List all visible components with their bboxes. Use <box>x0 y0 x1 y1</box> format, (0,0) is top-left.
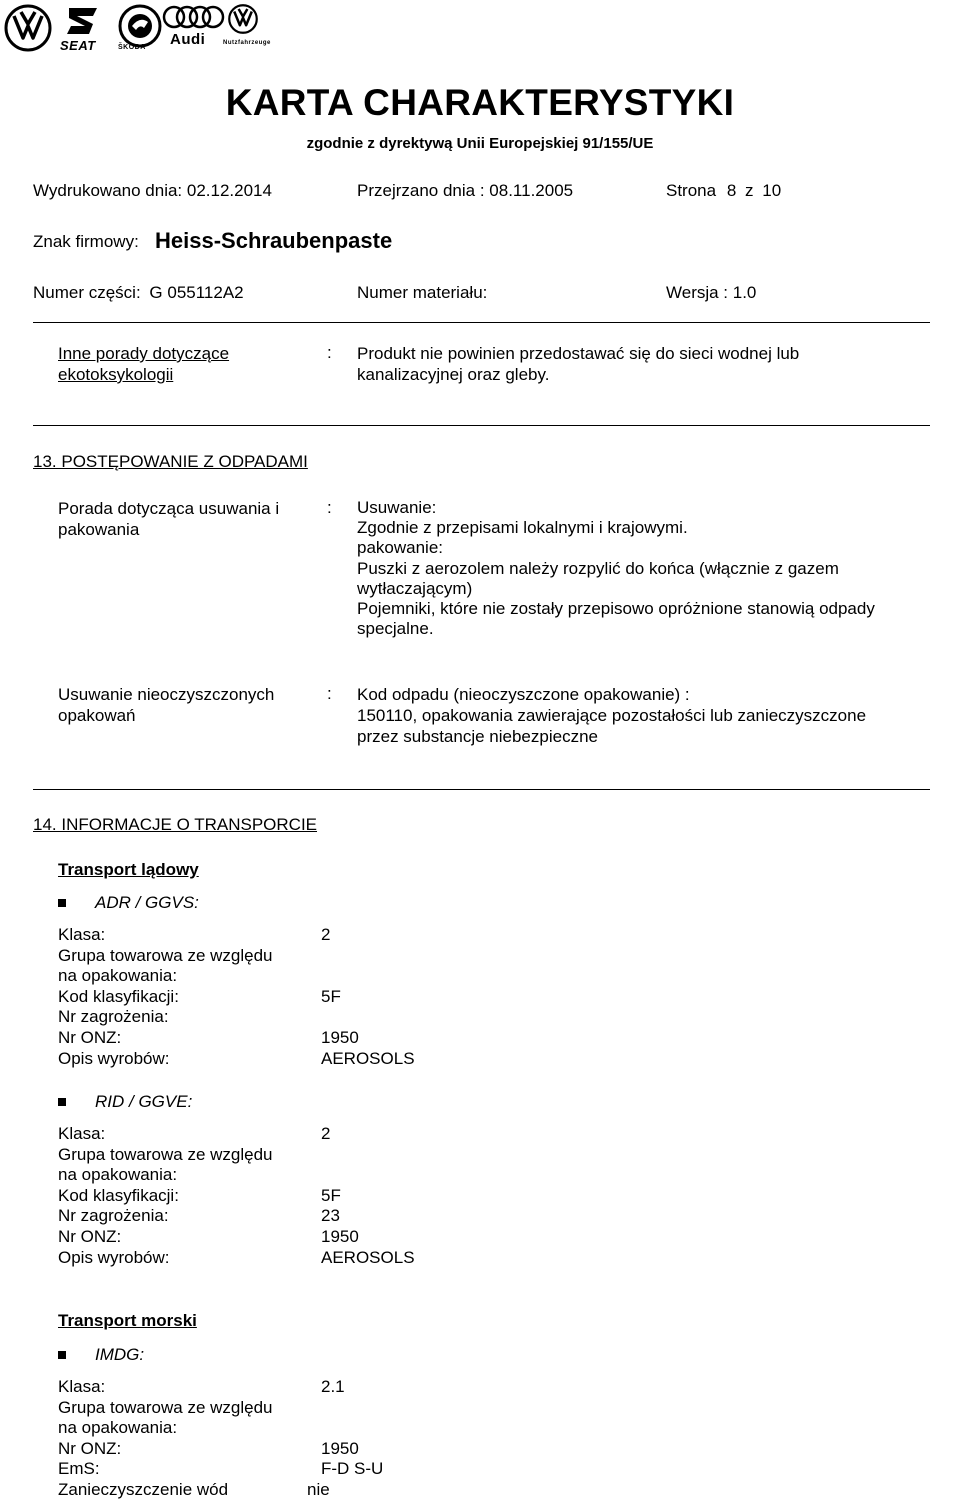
disposal-label: Porada dotycząca usuwania i pakowania <box>58 499 280 539</box>
bullet-square-icon <box>58 899 66 907</box>
brand-label: Znak firmowy: <box>33 232 139 251</box>
eco-value: Produkt nie powinien przedostawać się do sieci wodnej lub kanalizacyjnej oraz gleby. <box>357 344 800 384</box>
uncleaned-packaging-label: Usuwanie nieoczyszczonych opakowań <box>58 685 275 725</box>
page-of: z <box>745 181 754 200</box>
eco-colon: : <box>327 343 332 362</box>
vw-logo-icon <box>4 4 52 52</box>
rid-keys: Klasa: Grupa towarowa ze względu na opakowania: Kod klasyfikacji: Nr zagrożenia: Nr ONZ: Opis wyrobów: <box>58 1124 273 1267</box>
section-divider-13 <box>33 425 930 426</box>
vw-commercial-caption: Nutzfahrzeuge <box>223 40 271 46</box>
imdg-keys: Klasa: Grupa towarowa ze względu na opakowania: Nr ONZ: EmS: Zanieczyszczenie wód <box>58 1377 273 1499</box>
adr-values: 2 5F 1950 AEROSOLS <box>321 925 415 1068</box>
rid-title: RID / GGVE: <box>95 1092 193 1111</box>
brand-logos <box>0 0 280 56</box>
section-14-heading: 14. INFORMACJE O TRANSPORCIE <box>33 815 318 834</box>
skoda-caption: ŠKODA <box>118 44 146 51</box>
header-divider <box>33 322 930 323</box>
disposal-value: Usuwanie: Zgodnie z przepisami lokalnymi i krajowymi. pakowanie: Puszki z aerozolem należy rozpylić do końca (włącznie z gazem wytłaczającym) Pojemniki, które nie zostały przepisowo opróżnione stanowią odpady specjalne. <box>357 498 875 639</box>
sea-transport-heading: Transport morski <box>58 1311 197 1330</box>
skoda-logo-icon <box>118 4 162 48</box>
audi-rings-icon <box>162 4 226 30</box>
part-label: Numer części: <box>33 283 141 302</box>
audi-caption: Audi <box>170 31 206 48</box>
land-transport-heading: Transport lądowy <box>58 860 199 879</box>
page-total: 10 <box>762 181 782 200</box>
imdg-title: IMDG: <box>95 1345 145 1364</box>
uncleaned-colon: : <box>327 684 332 703</box>
adr-keys: Klasa: Grupa towarowa ze względu na opakowania: Kod klasyfikacji: Nr zagrożenia: Nr ONZ: Opis wyrobów: <box>58 925 273 1068</box>
version: Wersja : 1.0 <box>666 283 757 302</box>
vw-commercial-logo-icon <box>228 4 258 34</box>
page-label: Strona <box>666 181 717 200</box>
document-subtitle: zgodnie z dyrektywą Unii Europejskiej 91/155/UE <box>306 135 654 152</box>
eco-label: Inne porady dotyczące ekotoksykologii <box>58 344 230 384</box>
rid-values: 2 5F 23 1950 AEROSOLS <box>321 1124 415 1267</box>
part-number <box>33 283 244 303</box>
section-divider-14 <box>33 789 930 790</box>
printed-date: Wydrukowano dnia: 02.12.2014 <box>33 181 272 200</box>
seat-caption: SEAT <box>60 38 96 53</box>
seat-logo-icon <box>63 4 107 38</box>
uncleaned-packaging-value: Kod odpadu (nieoczyszczone opakowanie) : 150110, opakowania zawierające pozostałości lub zanieczyszczone przez substancje niebezpieczne <box>357 685 867 746</box>
disposal-colon: : <box>327 498 332 517</box>
part-value: G 055112A2 <box>149 283 244 302</box>
imdg-values: 2.1 1950 F-D S-U nie <box>307 1377 384 1499</box>
bullet-square-icon <box>58 1098 66 1106</box>
adr-title: ADR / GGVS: <box>95 893 199 912</box>
page-current: 8 <box>726 181 737 200</box>
section-13-heading: 13. POSTĘPOWANIE Z ODPADAMI <box>33 452 308 471</box>
brand-value: Heiss-Schraubenpaste <box>155 228 393 253</box>
document-title: KARTA CHARAKTERYSTYKI <box>225 82 735 123</box>
reviewed-date: Przejrzano dnia : 08.11.2005 <box>357 181 574 200</box>
page-indicator <box>666 181 781 201</box>
material-label: Numer materiału: <box>357 283 488 302</box>
bullet-square-icon <box>58 1351 66 1359</box>
